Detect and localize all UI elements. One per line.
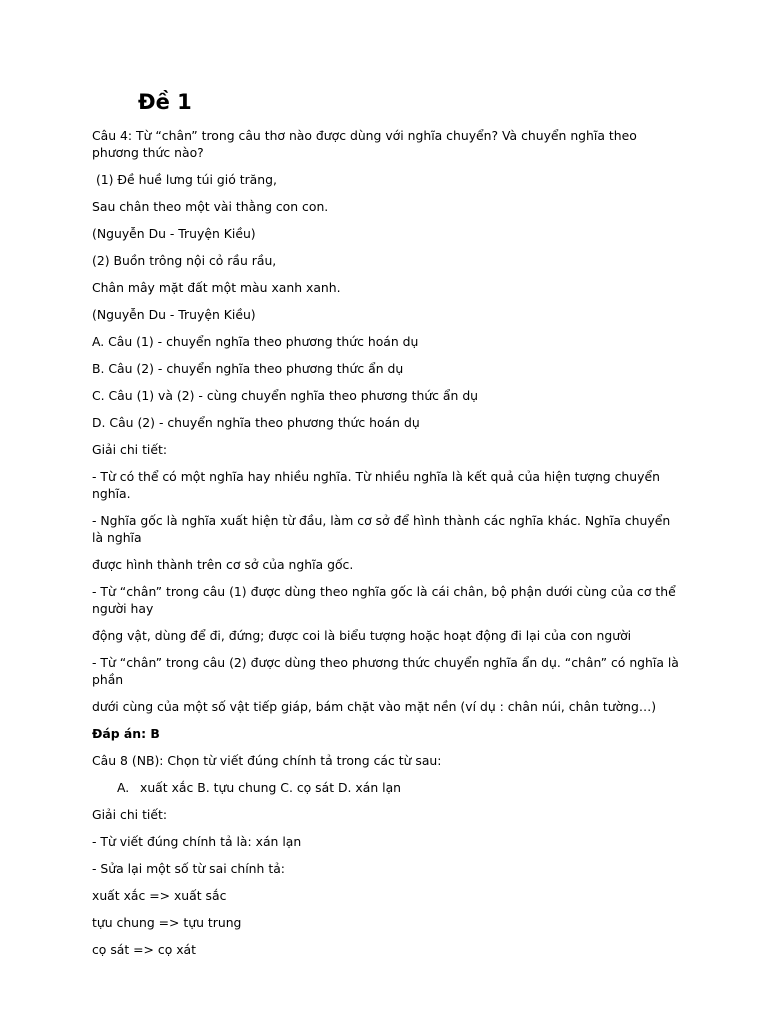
explanation-line: - Từ “chân” trong câu (2) được dùng theo phương thức chuyển nghĩa ẩn dụ. “chân” có nghĩa là phần (92, 655, 679, 687)
option-d: D. Câu (2) - chuyển nghĩa theo phương thức hoán dụ (92, 415, 420, 430)
correction-line: tựu chung => tựu trung (92, 915, 242, 930)
poem-1-line-1: (1) Đề huề lưng túi gió trăng, (92, 172, 277, 187)
list-item-text: xuất xắc B. tựu chung C. cọ sát D. xán lạn (140, 780, 402, 795)
poem-2-line-2: Chân mây mặt đất một màu xanh xanh. (92, 280, 341, 295)
correction-line: xuất xắc => xuất sắc (92, 888, 227, 903)
question-4-prompt: Câu 4: Từ “chân” trong câu thơ nào được dùng với nghĩa chuyển? Và chuyển nghĩa theo phương thức nào? (92, 128, 637, 160)
option-c: C. Câu (1) và (2) - cùng chuyển nghĩa theo phương thức ẩn dụ (92, 388, 479, 403)
explanation-line: được hình thành trên cơ sở của nghĩa gốc. (92, 557, 354, 572)
explanation-line: động vật, dùng để đi, đứng; được coi là biểu tượng hoặc hoạt động đi lại của con người (92, 628, 632, 643)
poem-1-line-2: Sau chân theo một vài thằng con con. (92, 199, 329, 214)
explanation-line: - Nghĩa gốc là nghĩa xuất hiện từ đầu, làm cơ sở để hình thành các nghĩa khác. Nghĩa chuyển là nghĩa (92, 513, 671, 545)
explanation-line: - Sửa lại một số từ sai chính tả: (92, 861, 285, 876)
document-body (92, 127, 682, 968)
question-8-prompt: Câu 8 (NB): Chọn từ viết đúng chính tả trong các từ sau: (92, 753, 442, 768)
explanation-line: - Từ có thể có một nghĩa hay nhiều nghĩa. Từ nhiều nghĩa là kết quả của hiện tượng chuyển nghĩa. (92, 469, 660, 501)
poem-1-source: (Nguyễn Du - Truyện Kiều) (92, 226, 256, 241)
document-title: Đề 1 (138, 90, 192, 114)
explanation-heading: Giải chi tiết: (92, 442, 168, 457)
explanation-line: - Từ viết đúng chính tả là: xán lạn (92, 834, 302, 849)
list-marker: A. (117, 780, 130, 795)
explanation-line: dưới cùng của một số vật tiếp giáp, bám chặt vào mặt nền (ví dụ : chân núi, chân tường…) (92, 699, 657, 714)
option-a: A. Câu (1) - chuyển nghĩa theo phương thức hoán dụ (92, 334, 419, 349)
explanation-line: - Từ “chân” trong câu (1) được dùng theo nghĩa gốc là cái chân, bộ phận dưới cùng của cơ thể người hay (92, 584, 676, 616)
correction-line: cọ sát => cọ xát (92, 942, 196, 957)
poem-2-source: (Nguyễn Du - Truyện Kiều) (92, 307, 256, 322)
answer-line: Đáp án: B (92, 726, 160, 741)
explanation-heading: Giải chi tiết: (92, 807, 168, 822)
poem-2-line-1: (2) Buồn trông nội cỏ rầu rầu, (92, 253, 277, 268)
question-8-options (92, 779, 682, 796)
option-b: B. Câu (2) - chuyển nghĩa theo phương thức ẩn dụ (92, 361, 404, 376)
